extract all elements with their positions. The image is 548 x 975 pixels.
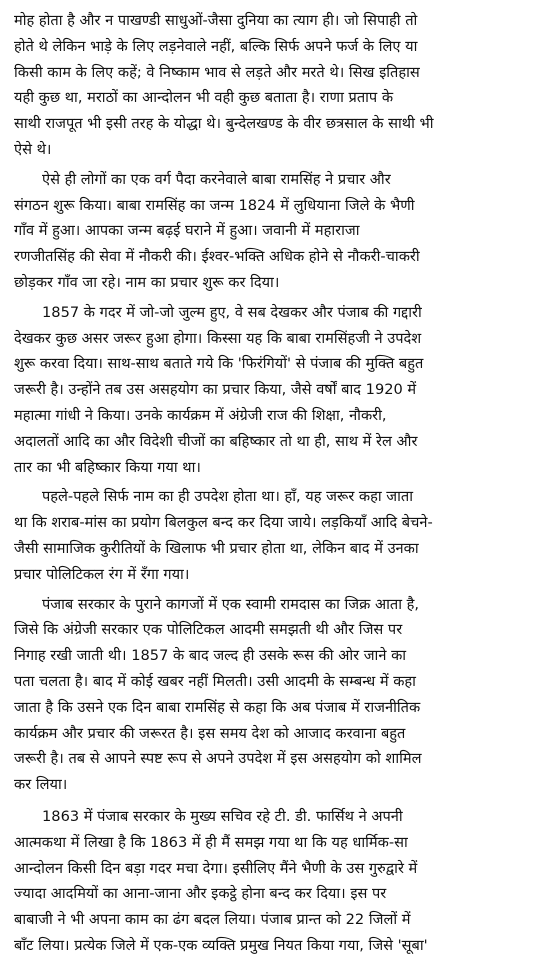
- text-line: ऐसे थे।: [14, 140, 52, 158]
- text-line: ज्यादा आदमियों का आना-जाना और इकट्ठे होना बन्द कर दिया। इस पर: [14, 885, 387, 903]
- text-line: प्रचार पोलिटिकल रंग में रँगा गया।: [14, 565, 190, 583]
- text-line: पहले-पहले सिर्फ नाम का ही उपदेश होता था। हाँ, यह जरूर कहा जाता: [42, 488, 414, 506]
- text-line: किसी काम के लिए कहें; वे निष्काम भाव से लड़ते और मरते थे। सिख इतिहास: [14, 63, 420, 81]
- text-line: 1863 में पंजाब सरकार के मुख्य सचिव रहे टी. डी. फार्सिथ ने अपनी: [42, 807, 403, 825]
- paragraph-1: [14, 8, 538, 163]
- text-line: जिसे कि अंग्रेजी सरकार एक पोलिटिकल आदमी समझती थी और जिस पर: [14, 621, 403, 639]
- text-line: कर लिया।: [14, 776, 68, 794]
- text-line: तार का भी बहिष्कार किया गया था।: [14, 458, 201, 476]
- text-line: अदालतों आदि का और विदेशी चीजों का बहिष्कार तो था ही, साथ में रेल और: [14, 432, 418, 450]
- text-line: निगाह रखी जाती थी। 1857 के बाद जल्द ही उसके रूस की ओर जाने का: [14, 647, 407, 665]
- text-line: छोड़कर गाँव जा रहे। नाम का प्रचार शुरू कर दिया।: [14, 273, 280, 291]
- text-line: रणजीतसिंह की सेवा में नौकरी की। ईश्वर-भक्ति अधिक होने से नौकरी-चाकरी: [14, 248, 420, 266]
- paragraph-2: [14, 167, 538, 296]
- text-line: जरूरी है। उन्होंने तब उस असहयोग का प्रचार किया, जैसे वर्षों बाद 1920 में: [14, 381, 417, 399]
- text-line: जैसी सामाजिक कुरीतियों के खिलाफ भी प्रचार होता था, लेकिन बाद में उनका: [14, 539, 419, 557]
- paragraph-6: [14, 804, 538, 959]
- text-line: संगठन शुरू किया। बाबा रामसिंह का जन्म 1824 में लुधियाना जिले के भैणी: [14, 196, 415, 214]
- paragraph-5: [14, 592, 538, 798]
- paragraph-4: [14, 484, 538, 587]
- text-line: देखकर कुछ असर जरूर हुआ होगा। किस्सा यह कि बाबा रामसिंहजी ने उपदेश: [14, 329, 422, 347]
- text-line: शुरू करवा दिया। साथ-साथ बताते गये कि 'फिरंगियों' से पंजाब की मुक्ति बहुत: [14, 355, 424, 373]
- paragraph-3: [14, 300, 538, 481]
- text-line: महात्मा गांधी ने किया। उनके कार्यक्रम में अंग्रेजी राज की शिक्षा, नौकरी,: [14, 406, 387, 424]
- text-line: आत्मकथा में लिखा है कि 1863 में ही मैं समझ गया था कि यह धार्मिक-सा: [14, 833, 408, 851]
- text-line: पंजाब सरकार के पुराने कागजों में एक स्वामी रामदास का जिक्र आता है,: [42, 595, 420, 613]
- text-line: यही कुछ था, मराठों का आन्दोलन भी वही कुछ बताता है। राणा प्रताप के: [14, 89, 394, 107]
- text-line: साथी राजपूत भी इसी तरह के योद्धा थे। बुन्देलखण्ड के वीर छत्रसाल के साथी भी: [14, 115, 434, 133]
- text-line: होते थे लेकिन भाड़े के लिए लड़नेवाले नहीं, बल्कि सिर्फ अपने फर्ज के लिए या: [14, 37, 418, 55]
- text-line: गाँव में हुआ। आपका जन्म बढ़ई घराने में हुआ। जवानी में महाराजा: [14, 222, 360, 240]
- text-line: कार्यक्रम और प्रचार की जरूरत है। इस समय देश को आजाद करवाना बहुत: [14, 724, 406, 742]
- text-line: बाबाजी ने भी अपना काम का ढंग बदल लिया। पंजाब प्रान्त को 22 जिलों में: [14, 911, 411, 929]
- text-line: मोह होता है और न पाखण्डी साधुओं-जैसा दुनिया का त्याग ही। जो सिपाही तो: [14, 12, 418, 29]
- text-line: ऐसे ही लोगों का एक वर्ग पैदा करनेवाले बाबा रामसिंह ने प्रचार और: [42, 170, 391, 188]
- text-line: जरूरी है। तब से आपने स्पष्ट रूप से अपने उपदेश में इस असहयोग को शामिल: [14, 750, 422, 768]
- text-line: पता चलता है। बाद में कोई खबर नहीं मिलती। उसी आदमी के सम्बन्ध में कहा: [14, 672, 416, 690]
- text-line: बाँट लिया। प्रत्येक जिले में एक-एक व्यक्ति प्रमुख नियत किया गया, जिसे 'सूबा': [14, 936, 428, 954]
- text-line: जाता है कि उसने एक दिन बाबा रामसिंह से कहा कि अब पंजाब में राजनीतिक: [14, 698, 421, 716]
- text-line: 1857 के गदर में जो-जो जुल्म हुए, वे सब देखकर और पंजाब की गद्दारी: [42, 303, 422, 321]
- text-line: आन्दोलन किसी दिन बड़ा गदर मचा देगा। इसीलिए मैंने भैणी के उस गुरुद्वारे में: [14, 859, 418, 877]
- text-line: था कि शराब-मांस का प्रयोग बिलकुल बन्द कर दिया जाये। लड़कियाँ आदि बेचने-: [14, 514, 433, 532]
